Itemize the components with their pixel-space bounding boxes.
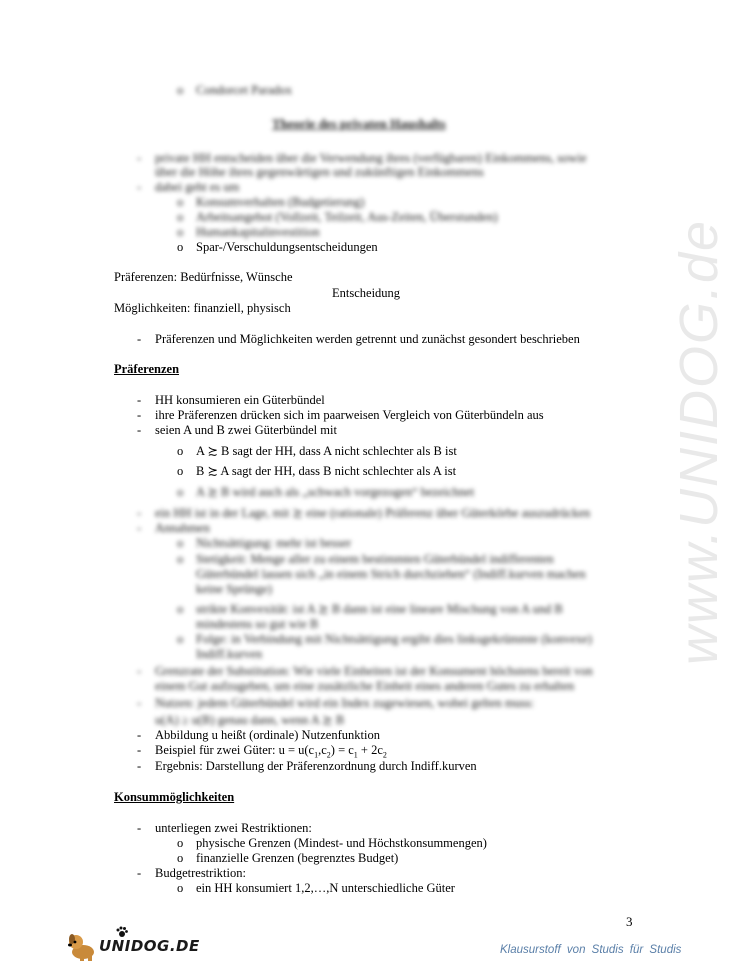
sub-list-item: B ≿ A sagt der HH, dass B nicht schlechter als A ist	[196, 464, 457, 478]
bullet-dash: -	[137, 664, 142, 678]
dog-icon	[66, 930, 100, 962]
list-item: Condorcet Paradox	[196, 83, 293, 97]
bullet-circle: o	[177, 536, 184, 550]
list-item: Ergebnis: Darstellung der Präferenzordnung durch Indiff.kurven	[155, 759, 477, 773]
bullet-circle: o	[177, 83, 184, 97]
bullet-circle: o	[177, 240, 184, 254]
list-item: ihre Präferenzen drücken sich im paarweisen Vergleich von Güterbündeln aus	[155, 408, 544, 422]
bullet-circle: o	[177, 225, 184, 239]
footer-tagline: Klausurstoff von Studis für Studis	[500, 944, 682, 956]
unidog-logo[interactable]	[66, 930, 200, 962]
bullet-circle: o	[177, 210, 184, 224]
list-item: Grenzrate der Substitution: Wie viele Einheiten ist der Konsument höchstens bereit von	[155, 664, 593, 678]
list-item: Budgetrestriktion:	[155, 866, 246, 880]
watermark-text: www.UNIDOG.de	[669, 218, 729, 665]
text-line: Entscheidung	[332, 286, 401, 300]
sub-list-item-continuation: keine Sprünge)	[196, 582, 273, 596]
bullet-dash: -	[137, 821, 142, 835]
page-number: 3	[626, 914, 633, 929]
logo-text: UNIDOG.DE	[99, 937, 200, 955]
sub-list-item-continuation: Indiff.kurven	[196, 647, 263, 661]
bullet-dash: -	[137, 180, 142, 194]
bullet-circle: o	[177, 632, 184, 646]
sub-list-item-continuation: mindestens so gut wie B	[196, 617, 319, 631]
text-line: Möglichkeiten: finanziell, physisch	[114, 301, 291, 315]
bullet-dash: -	[137, 521, 142, 535]
sub-list-item: Nichtsättigung: mehr ist besser	[196, 536, 352, 550]
bullet-dash: -	[137, 393, 142, 407]
sub-list-item: finanzielle Grenzen (begrenztes Budget)	[196, 851, 399, 865]
bullet-dash: -	[137, 151, 142, 165]
sub-list-item: ein HH konsumiert 1,2,…,N unterschiedliche Güter	[196, 881, 455, 895]
bullet-circle: o	[177, 195, 184, 209]
bullet-circle: o	[177, 881, 184, 895]
bullet-dash: -	[137, 332, 142, 346]
bullet-circle: o	[177, 485, 184, 499]
sub-list-item: Arbeitsangebot (Vollzeit, Teilzeit, Aus-Zeiten, Überstunden)	[196, 210, 498, 224]
bullet-circle: o	[177, 851, 184, 865]
sub-list-item: Folge: in Verbindung mit Nichtsättigung ergibt dies linksgekrümmte (konvexe)	[196, 632, 593, 646]
list-item: Nutzen: jedem Güterbündel wird ein Index zugewiesen, wobei gelten muss:	[155, 696, 535, 710]
bullet-dash: -	[137, 506, 142, 520]
sub-list-item: A ≿ B wird auch als „schwach vorgezogen“ bezeichnet	[196, 485, 475, 499]
list-item-continuation: über die Höhe ihres gegenwärtigen und zukünftigen Einkommens	[155, 165, 484, 179]
list-item: Präferenzen und Möglichkeiten werden getrennt und zunächst gesondert beschrieben	[155, 332, 580, 346]
sub-list-item: Stetigkeit: Menge aller zu einem bestimmten Güterbündel indifferenten	[196, 552, 554, 566]
list-item-formula: Beispiel für zwei Güter: $u = u(c_1,c_2) = c_1 + 2c_2$	[155, 743, 387, 760]
sub-list-item: strikte Konvexität: ist A ≿ B dann ist eine lineare Mischung von A und B	[196, 602, 563, 616]
list-item: private HH entscheiden über die Verwendung ihres (verfügbaren) Einkommens, sowie	[155, 151, 587, 165]
bullet-circle: o	[177, 602, 184, 616]
list-item: unterliegen zwei Restriktionen:	[155, 821, 312, 835]
bullet-circle: o	[177, 836, 184, 850]
sub-list-item: Humankapitalinvestition	[196, 225, 320, 239]
bullet-circle: o	[177, 552, 184, 566]
sub-list-item: A ≿ B sagt der HH, dass A nicht schlechter als B ist	[196, 444, 457, 458]
list-item: seien A und B zwei Güterbündel mit	[155, 423, 337, 437]
sub-list-item: Konsumverhalten (Budgetierung)	[196, 195, 365, 209]
bullet-dash: -	[137, 423, 142, 437]
bullet-dash: -	[137, 866, 142, 880]
list-item: dabei geht es um	[155, 180, 240, 194]
bullet-dash: -	[137, 759, 142, 773]
text-line: Präferenzen: Bedürfnisse, Wünsche	[114, 270, 293, 284]
sub-list-item: physische Grenzen (Mindest- und Höchstkonsummengen)	[196, 836, 487, 850]
section-heading: Theorie des privaten Haushalts	[272, 116, 446, 131]
bullet-dash: -	[137, 743, 142, 757]
list-item: Annahmen	[155, 521, 210, 535]
list-item: Abbildung u heißt (ordinale) Nutzenfunktion	[155, 728, 380, 742]
formula-line: u(A) ≥ u(B) genau dann, wenn A ≿ B	[155, 713, 345, 727]
sub-list-item-continuation: Güterbündel lassen sich „in einem Strich durchziehen“ (Indiff.kurven machen	[196, 567, 586, 581]
bullet-dash: -	[137, 696, 142, 710]
bullet-circle: o	[177, 464, 184, 478]
bullet-dash: -	[137, 728, 142, 742]
list-item-continuation: einem Gut aufzugeben, um eine zusätzliche Einheit eines anderen Gutes zu erhalten	[155, 679, 575, 693]
bullet-dash: -	[137, 408, 142, 422]
list-item: HH konsumieren ein Güterbündel	[155, 393, 325, 407]
section-heading: Präferenzen	[114, 362, 180, 376]
section-heading: Konsummöglichkeiten	[114, 790, 235, 804]
bullet-circle: o	[177, 444, 184, 458]
list-item: ein HH ist in der Lage, mit ≿ eine (rationale) Präferenz über Güterkörbe auszudrücken	[155, 506, 591, 520]
sub-list-item: Spar-/Verschuldungsentscheidungen	[196, 240, 378, 254]
